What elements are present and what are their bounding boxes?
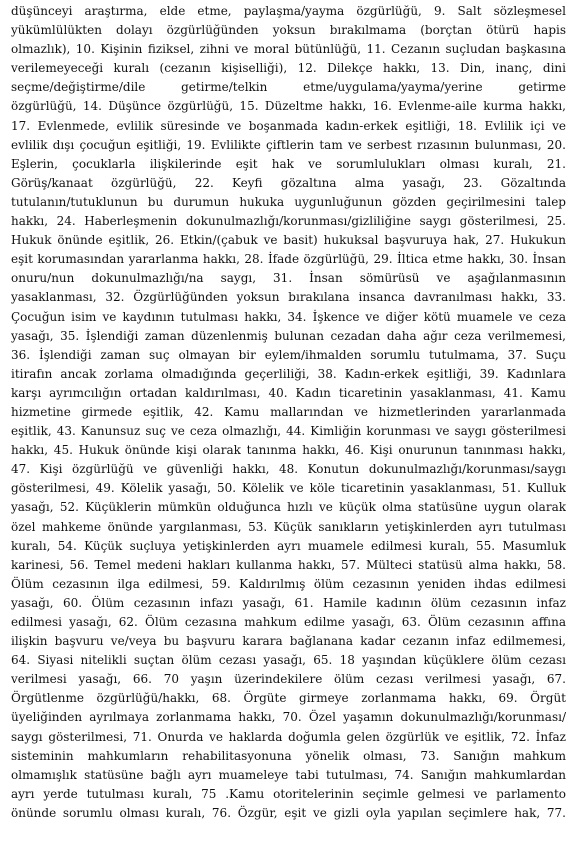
text-line: tutulanın/tutuklunun bu durumun hukuka uygunluğunun gözden geçirilmesini talep: [11, 194, 566, 209]
text-line: yasağı, 60. Ölüm cezasının infazı yasağı, 61. Hamile kadının ölüm cezasının infaz: [11, 595, 566, 610]
text-line: olmamışlık statüsüne bağlı ayrı muameleye tabi tutulması, 74. Sanığın mahkumlardan: [11, 767, 566, 782]
text-line: karinesi, 56. Temel medeni hakları kullanma hakkı, 57. Mülteci statüsü alma hakkı, 58.: [11, 557, 566, 572]
text-line: evlilik dışı çocuğun eşitliği, 19. Evlilikte çiftlerin tam ve serbest rızasının bulunması, 20.: [11, 137, 566, 152]
text-line: olmazlık), 10. Kişinin fiziksel, zihni ve moral bütünlüğü, 11. Cezanın suçludan başkasına: [11, 42, 566, 57]
text-line: verilemeyeceği kuralı (cezanın kişiselliği), 12. Dilekçe hakkı, 13. Din, inanç, dini: [11, 61, 566, 76]
text-line: önünde sorumlu olması kuralı, 76. Özgür, eşit ve gizli oyla yapılan seçimlere hak, 77.: [11, 805, 566, 820]
text-line: onuru/nun dokunulmazlığı/na saygı, 31. İnsan sömürüsü ve aşağılanmasının: [11, 271, 566, 286]
text-line: özel mahkeme önünde yargılanması, 53. Küçük sanıkların yetişkinlerden ayrı tutulması: [11, 519, 566, 534]
text-line: Ölüm cezasının ilga edilmesi, 59. Kaldırılmış ölüm cezasının yeniden ihdas edilmesi: [11, 576, 566, 591]
text-line: gösterilmesi, 49. Kölelik yasağı, 50. Kölelik ve köle ticaretinin yasaklanması, 51. Kulluk: [11, 481, 566, 496]
text-line: ayrı yerde tutulması kuralı, 75 .Kamu otoritelerinin seçimle gelmesi ve parlamento: [11, 786, 566, 801]
text-line: düşünceyi araştırma, elde etme, paylaşma/yayma özgürlüğü, 9. Salt sözleşmesel: [11, 4, 566, 18]
text-line: yasağı, 52. Küçüklerin mümkün olduğunca hızlı ve küçük olma statüsüne uygun olarak: [11, 500, 566, 515]
text-line: edilmesi yasağı, 62. Ölüm cezasına mahkum edilme yasağı, 63. Ölüm cezasının affına: [11, 615, 566, 629]
text-line: Çocuğun isim ve kaydının tutulması hakkı, 34. İşkence ve diğer kötü muamele ve ceza: [11, 309, 566, 324]
text-line: hakkı, 45. Hukuk önünde kişi olarak tanınma hakkı, 46. Kişi onurunun tanınması hakkı,: [11, 443, 566, 458]
text-line: Eşlerin, çocuklarla ilişkilerinde eşit hak ve sorumlulukları olması kuralı, 21.: [11, 156, 566, 171]
text-line: ilişkin başvuru ve/veya bu başvuru karara bağlanana kadar cezanın infaz edilmemesi,: [11, 634, 566, 649]
text-line: Hukuk önünde eşitlik, 26. Etkin/(çabuk ve basit) hukuksal başvuruya hak, 27. Hukukun: [11, 233, 566, 248]
text-line: itirafın ancak zorlama olmadığında geçerliliği, 38. Kadın-erkek eşitliği, 39. Kadınlara: [11, 366, 566, 381]
text-line: üyeliğinden ayrılmaya zorlanmama hakkı, 70. Özel yaşamın dokunulmazlığı/korunması/: [11, 710, 566, 725]
text-line: 64. Siyasi nitelikli suçtan ölüm cezası yasağı, 65. 18 yaşından küçüklere ölüm cezası: [11, 653, 566, 668]
text-line: 17. Evlenmede, evlilik süresinde ve boşanmada kadın-erkek eşitliği, 18. Evlilik içi ve: [11, 118, 566, 133]
text-line: özgürlüğü, 14. Düşünce özgürlüğü, 15. Düzeltme hakkı, 16. Evlenme-aile kurma hakkı,: [11, 99, 566, 114]
text-line: sisteminin mahkumların rehabilitasyonuna yönelik olması, 73. Sanığın mahkum: [11, 748, 566, 763]
text-line: Görüş/kanaat özgürlüğü, 22. Keyfi gözaltına alma yasağı, 23. Gözaltında: [11, 175, 566, 190]
text-line: saygı gösterilmesi, 71. Onurda ve haklarda doğumla gelen özgürlük ve eşitlik, 72. İnfaz: [11, 729, 566, 744]
text-line: karşı ayrımcılığın ortadan kaldırılması, 40. Kadın ticaretinin yasaklanması, 41. Kamu: [11, 385, 566, 400]
text-line: yasağı, 35. İşlendiği zaman düzenlenmiş bulunan cezadan daha ağır ceza verilmemesi,: [11, 328, 566, 343]
text-line: 47. Kişi özgürlüğü ve güvenliği hakkı, 48. Konutun dokunulmazlığı/korunması/saygı: [11, 462, 566, 477]
text-line: kuralı, 54. Küçük suçluya yetişkinlerden ayrı muamele edilmesi kuralı, 55. Masumluk: [11, 538, 566, 553]
text-line: seçme/değiştirme/dile getirme/telkin etme/uygulama/yayma/yerine getirme: [11, 80, 566, 95]
text-line: yükümlülükten dolayı özgürlüğünden yoksun bırakılmama (borçtan ötürü hapis: [11, 23, 566, 38]
text-line: eşit korumasından yararlanma hakkı, 28. İfade özgürlüğü, 29. İltica etme hakkı, 30. İnsan: [11, 252, 566, 267]
text-line: verilmesi yasağı, 66. 70 yaşın üzerindekilere ölüm cezası verilmesi yasağı, 67.: [11, 672, 566, 687]
text-line: 36. İşlendiği zaman suç olmayan bir eylem/ihmalden sorumlu tutulmama, 37. Suçu: [11, 347, 566, 362]
text-line: hakkı, 24. Haberleşmenin dokunulmazlığı/korunması/gizliliğine saygı gösterilmesi, 25.: [11, 214, 566, 229]
text-line: eşitlik, 43. Kanunsuz suç ve ceza olmazlığı, 44. Kimliğin korunması ve saygı gösterilmesi: [11, 424, 566, 439]
text-line: hizmetine girmede eşitlik, 42. Kamu mallarından ve hizmetlerinden yararlanmada: [11, 404, 566, 419]
body-text: [11, 2, 566, 823]
text-line: Örgütlenme özgürlüğü/hakkı, 68. Örgüte girmeye zorlanmama hakkı, 69. Örgüt: [11, 691, 566, 706]
text-line: yasaklanması, 32. Özgürlüğünden yoksun bırakılana insanca davranılması hakkı, 33.: [11, 290, 566, 305]
